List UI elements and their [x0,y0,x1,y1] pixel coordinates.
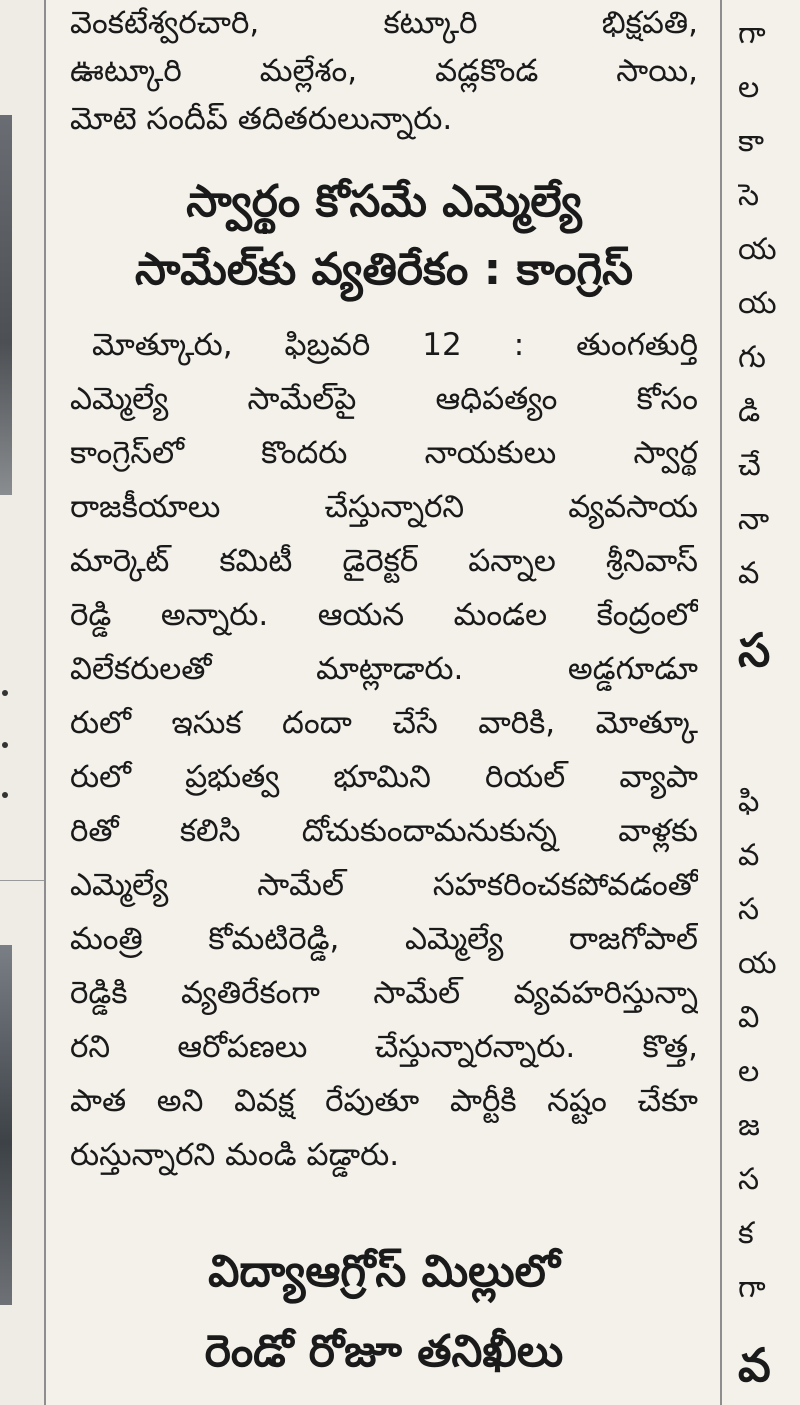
article2-line: కాంగ్రెస్‌లో కొందరు నాయకులు స్వార్థ [70,435,698,471]
article1-line: వెంకటేశ్వరచారి, కట్కూరి భిక్షపతి, [70,5,698,41]
left-text-fragment [2,690,8,696]
right-fragment: వ [738,838,760,873]
column-rule-right [720,0,722,1405]
article2-line: మోత్కూరు, ఫిబ్రవరి 12 : తుంగతుర్తి [92,327,698,363]
article3-headline-line1: విద్యాఆగ్రోస్ మిల్లులో [208,1246,560,1297]
right-fragment: ఫి [738,784,760,819]
left-photo-bottom [0,945,12,1305]
right-fragment: డి [738,394,761,429]
right-fragment: గు [738,340,766,375]
right-heading-fragment: వ [738,1338,771,1392]
article2-line: రాజకీయాలు చేస్తున్నారని వ్యవసాయ [70,489,698,525]
left-text-fragment [2,742,8,748]
article2-line: రెడ్డికి వ్యతిరేకంగా సామేల్ వ్యవహరిస్తున్నా [70,975,698,1011]
article1-line: ఊట్కూరి మల్లేశం, వడ్లకొండ సాయి, [70,53,698,89]
right-heading-fragment: స [738,623,771,677]
article2-line: రితో కలిసి దోచుకుందామనుకున్న వాళ్లకు [70,813,698,849]
right-fragment: వ [738,556,760,591]
right-fragment: గా [738,1270,766,1305]
right-fragment: చే [738,448,761,483]
article2-line: రులో ఇసుక దందా చేసే వారికి, మోత్కూ [70,705,698,741]
right-fragment: వి [738,1000,760,1035]
left-text-fragment [2,792,8,798]
right-fragment: స [738,892,760,927]
right-fragment: నా [738,502,770,537]
article2-line: ఎమ్మెల్యే సామేల్ సహకరించకపోవడంతో [70,867,698,903]
right-fragment: జ [738,1108,760,1143]
article2-line: మంత్రి కోమటిరెడ్డి, ఎమ్మెల్యే రాజగోపాల్ [70,921,698,957]
right-fragment: ల [738,70,760,105]
article2-headline-line2: సామేల్‌కు వ్యతిరేకం : కాంగ్రెస్ [134,244,634,295]
article2-line: రెడ్డి అన్నారు. ఆయన మండల కేంద్రంలో [70,597,698,633]
right-fragment: ల [738,1054,760,1089]
right-fragment: య [738,286,777,321]
right-fragment: స [738,1162,760,1197]
right-column-clipped [738,0,800,1405]
right-fragment: కా [738,124,765,159]
right-fragment: సె [738,178,760,213]
article3-headline-line2: రెండో రోజూ తనిఖీలు [204,1326,564,1377]
article2-line: ఎమ్మెల్యే సామేల్‌పై ఆధిపత్యం కోసం [70,381,698,417]
article-column [70,0,698,1405]
article2-line: రులో ప్రభుత్వ భూమిని రియల్ వ్యాపా [70,759,698,795]
right-fragment: క [738,1216,754,1251]
article2-line: రని ఆరోపణలు చేస్తున్నారన్నారు. కొత్త, [70,1029,698,1065]
article2-headline-line1: స్వార్థం కోసమే ఎమ్మెల్యే [186,176,582,227]
left-divider [0,880,44,881]
left-photo-top [0,115,12,495]
article1-line: మోటె సందీప్ తదితరులున్నారు. [70,101,453,137]
right-fragment: య [738,946,777,981]
article2-line: మార్కెట్ కమిటీ డైరెక్టర్ పన్నాల శ్రీనివాస్ [70,543,698,579]
left-column-clipped [0,0,44,1405]
article2-line: విలేకరులతో మాట్లాడారు. అడ్డగూడూ [70,651,698,687]
article2-line: పాత అని వివక్ష రేపుతూ పార్టీకి నష్టం చేకూ [70,1083,698,1119]
column-rule-left [44,0,46,1405]
right-fragment: గా [738,16,766,51]
right-fragment: య [738,232,777,267]
article2-line: రుస్తున్నారని మండి పడ్డారు. [70,1137,400,1173]
